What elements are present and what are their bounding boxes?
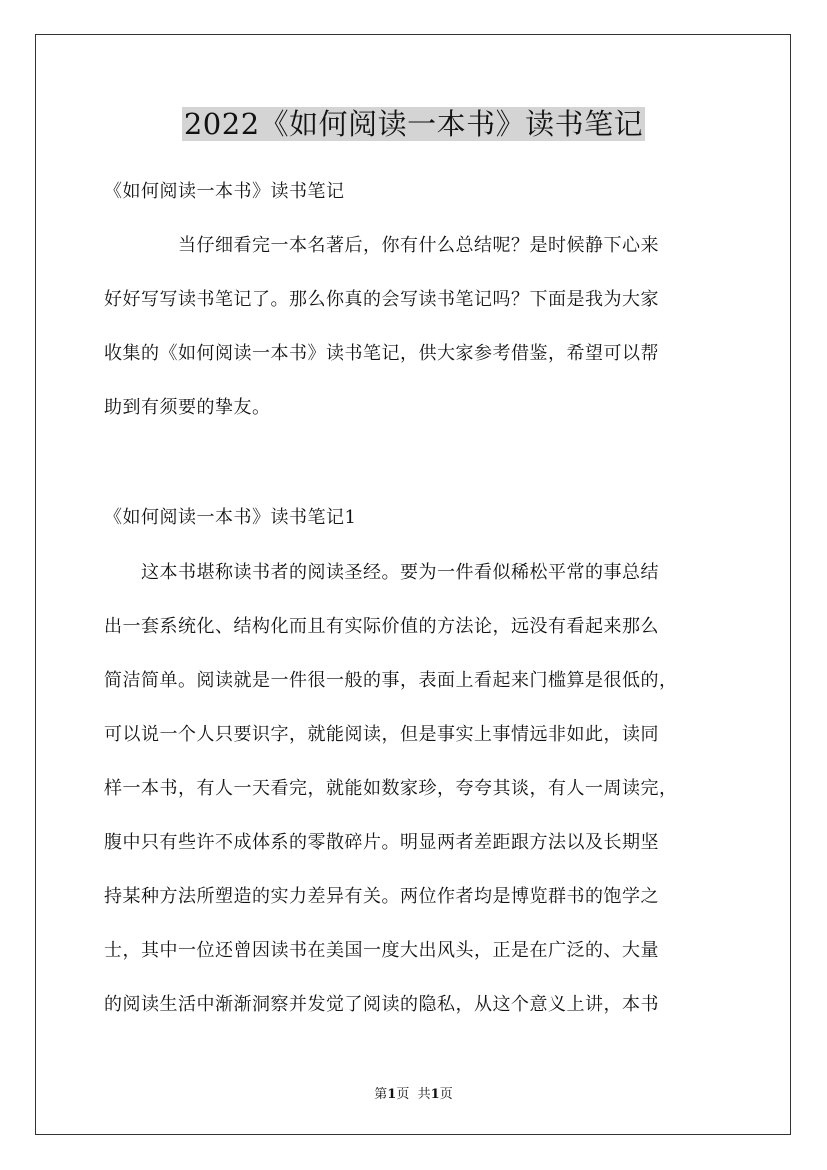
intro-paragraph xyxy=(104,219,744,435)
paragraph-line: 助到有须要的挚友。 xyxy=(104,397,271,418)
section-heading: 《如何阅读一本书》读书笔记1 xyxy=(104,507,357,528)
total-label-suffix: 页 xyxy=(439,1087,453,1102)
section-paragraph xyxy=(104,546,744,1032)
paragraph-line: 出一套系统化、结构化而且有实际价值的方法论，远没有看起来那么 xyxy=(104,616,659,637)
page-label-suffix: 页 xyxy=(396,1087,410,1102)
intro-heading: 《如何阅读一本书》读书笔记 xyxy=(104,181,345,202)
paragraph-line: 好好写写读书笔记了。那么你真的会写读书笔记吗？下面是我为大家 xyxy=(104,289,659,310)
paragraph-line: 简洁简单。阅读就是一件很一般的事，表面上看起来门槛算是很低的， xyxy=(104,670,678,691)
paragraph-line: 士，其中一位还曾因读书在美国一度大出风头，正是在广泛的、大量 xyxy=(104,940,659,961)
paragraph-line: 腹中只有些许不成体系的零散碎片。明显两者差距跟方法以及长期坚 xyxy=(104,832,659,853)
paragraph-line: 可以说一个人只要识字，就能阅读，但是事实上事情远非如此，读同 xyxy=(104,724,659,745)
page-label-prefix: 第 xyxy=(374,1087,388,1102)
paragraph-line: 当仔细看完一本名著后，你有什么总结呢？是时候静下心来 xyxy=(104,235,659,256)
paragraph-line: 的阅读生活中渐渐洞察并发觉了阅读的隐私，从这个意义上讲，本书 xyxy=(104,994,659,1015)
paragraph-line: 样一本书，有人一天看完，就能如数家珍，夸夸其谈，有人一周读完， xyxy=(104,778,678,799)
total-pages: 1 xyxy=(430,1087,440,1102)
document-title-wrap xyxy=(0,104,827,144)
page-number: 1 xyxy=(387,1087,397,1102)
paragraph-line: 持某种方法所塑造的实力差异有关。两位作者均是博览群书的饱学之 xyxy=(104,886,659,907)
paragraph-line: 这本书堪称读书者的阅读圣经。要为一件看似稀松平常的事总结 xyxy=(104,562,659,583)
document-title: 2022《如何阅读一本书》读书笔记 xyxy=(183,107,644,141)
total-label-prefix: 共 xyxy=(417,1087,431,1102)
page-footer xyxy=(0,1083,827,1102)
paragraph-line: 收集的《如何阅读一本书》读书笔记，供大家参考借鉴，希望可以帮 xyxy=(104,343,659,364)
